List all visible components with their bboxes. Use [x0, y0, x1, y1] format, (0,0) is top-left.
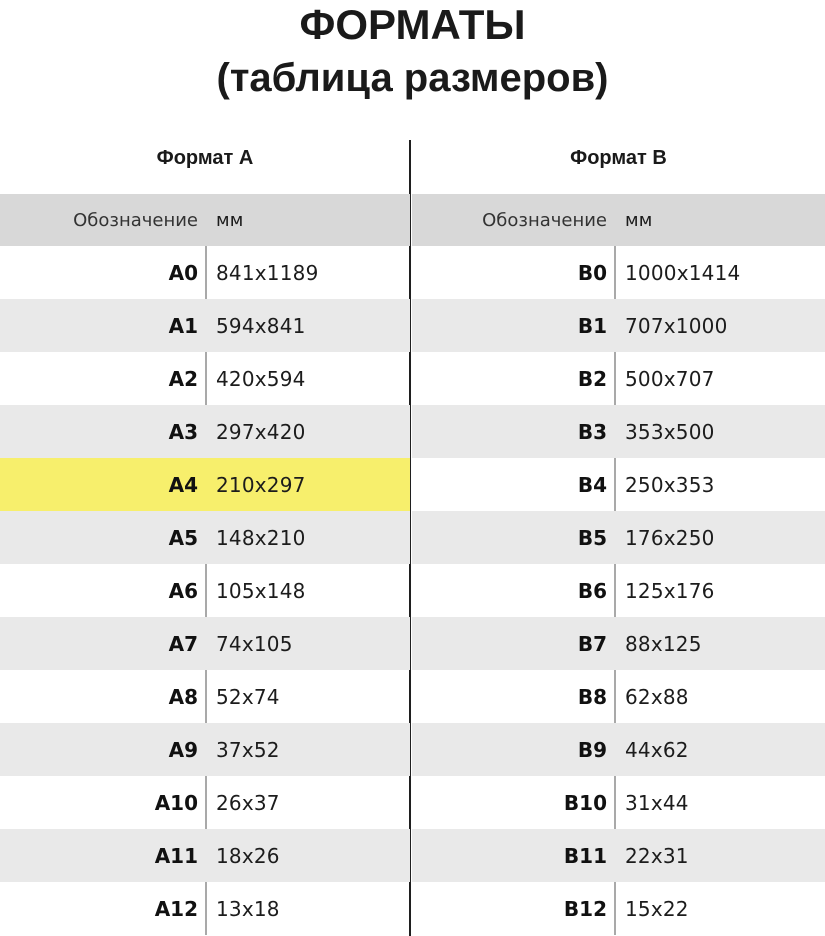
format-size: 353x500 [625, 419, 715, 444]
format-size: 250x353 [625, 472, 715, 497]
format-size: 52x74 [216, 684, 280, 709]
header-designation: Обозначение [73, 209, 198, 231]
table-row-a9 [0, 723, 410, 776]
table-row-a11 [0, 829, 410, 882]
table-row-a2 [0, 352, 410, 405]
table-row-b0 [412, 246, 825, 299]
table-row-b5 [412, 511, 825, 564]
format-b-panel [412, 136, 825, 935]
format-size: 594x841 [216, 313, 306, 338]
format-size: 88x125 [625, 631, 702, 656]
format-size: 148x210 [216, 525, 306, 550]
format-size: 297x420 [216, 419, 306, 444]
format-name: А2 [168, 366, 198, 391]
format-size: 18x26 [216, 843, 280, 868]
format-name: В4 [577, 472, 607, 497]
format-name: В1 [577, 313, 607, 338]
table-row-b4 [412, 458, 825, 511]
format-name: В5 [577, 525, 607, 550]
format-b-header-row [412, 194, 825, 246]
format-size: 26x37 [216, 790, 280, 815]
format-a-header-row [0, 194, 410, 246]
format-size: 1000x1414 [625, 260, 741, 285]
table-row-b1 [412, 299, 825, 352]
format-name: В6 [577, 578, 607, 603]
table-row-b9 [412, 723, 825, 776]
format-name: А7 [168, 631, 198, 656]
format-size: 74x105 [216, 631, 293, 656]
format-a-table [0, 194, 410, 935]
table-row-b3 [412, 405, 825, 458]
format-size: 31x44 [625, 790, 689, 815]
table-row-a8 [0, 670, 410, 723]
table-row-a4-highlighted [0, 458, 410, 511]
format-name: А9 [168, 737, 198, 762]
header-mm: мм [216, 209, 244, 231]
format-size: 22x31 [625, 843, 689, 868]
format-b-title: Формат В [570, 147, 667, 169]
format-a-panel [0, 136, 410, 935]
format-name: А11 [154, 843, 198, 868]
format-size: 62x88 [625, 684, 689, 709]
format-name: А0 [168, 260, 198, 285]
format-name: В7 [577, 631, 607, 656]
table-row-a3 [0, 405, 410, 458]
format-name: А3 [168, 419, 198, 444]
format-name: В8 [577, 684, 607, 709]
page-title: ФОРМАТЫ [299, 1, 526, 48]
format-size: 210x297 [216, 472, 306, 497]
table-row-a1 [0, 299, 410, 352]
table-row-a0 [0, 246, 410, 299]
table-row-b11 [412, 829, 825, 882]
table-row-a7 [0, 617, 410, 670]
format-a-title: Формат А [156, 147, 254, 169]
table-row-a5 [0, 511, 410, 564]
format-name: А5 [168, 525, 198, 550]
format-name: А10 [154, 790, 198, 815]
format-name: В12 [563, 896, 607, 921]
table-row-a12 [0, 882, 410, 935]
format-name: В0 [577, 260, 607, 285]
format-name: А8 [168, 684, 198, 709]
format-size: 500x707 [625, 366, 715, 391]
format-name: А12 [154, 896, 198, 921]
header-designation: Обозначение [482, 209, 607, 231]
format-name: В10 [563, 790, 607, 815]
format-name: А6 [168, 578, 198, 603]
table-row-b2 [412, 352, 825, 405]
format-name: В9 [577, 737, 607, 762]
table-row-a6 [0, 564, 410, 617]
format-name: В2 [577, 366, 607, 391]
format-size: 176x250 [625, 525, 715, 550]
table-row-b6 [412, 564, 825, 617]
format-size: 707x1000 [625, 313, 728, 338]
format-size: 13x18 [216, 896, 280, 921]
format-size: 125x176 [625, 578, 715, 603]
table-row-b12 [412, 882, 825, 935]
table-row-b7 [412, 617, 825, 670]
format-size: 15x22 [625, 896, 689, 921]
table-row-b10 [412, 776, 825, 829]
header-mm: мм [625, 209, 653, 231]
format-name: А4 [168, 472, 198, 497]
table-row-a10 [0, 776, 410, 829]
format-b-table [412, 194, 825, 935]
format-name: А1 [168, 313, 198, 338]
format-size: 44x62 [625, 737, 689, 762]
format-name: В3 [577, 419, 607, 444]
format-size: 420x594 [216, 366, 306, 391]
page-subtitle: (таблица размеров) [216, 56, 609, 100]
format-size: 37x52 [216, 737, 280, 762]
format-size: 841x1189 [216, 260, 319, 285]
format-name: В11 [563, 843, 607, 868]
table-row-b8 [412, 670, 825, 723]
format-size: 105x148 [216, 578, 306, 603]
